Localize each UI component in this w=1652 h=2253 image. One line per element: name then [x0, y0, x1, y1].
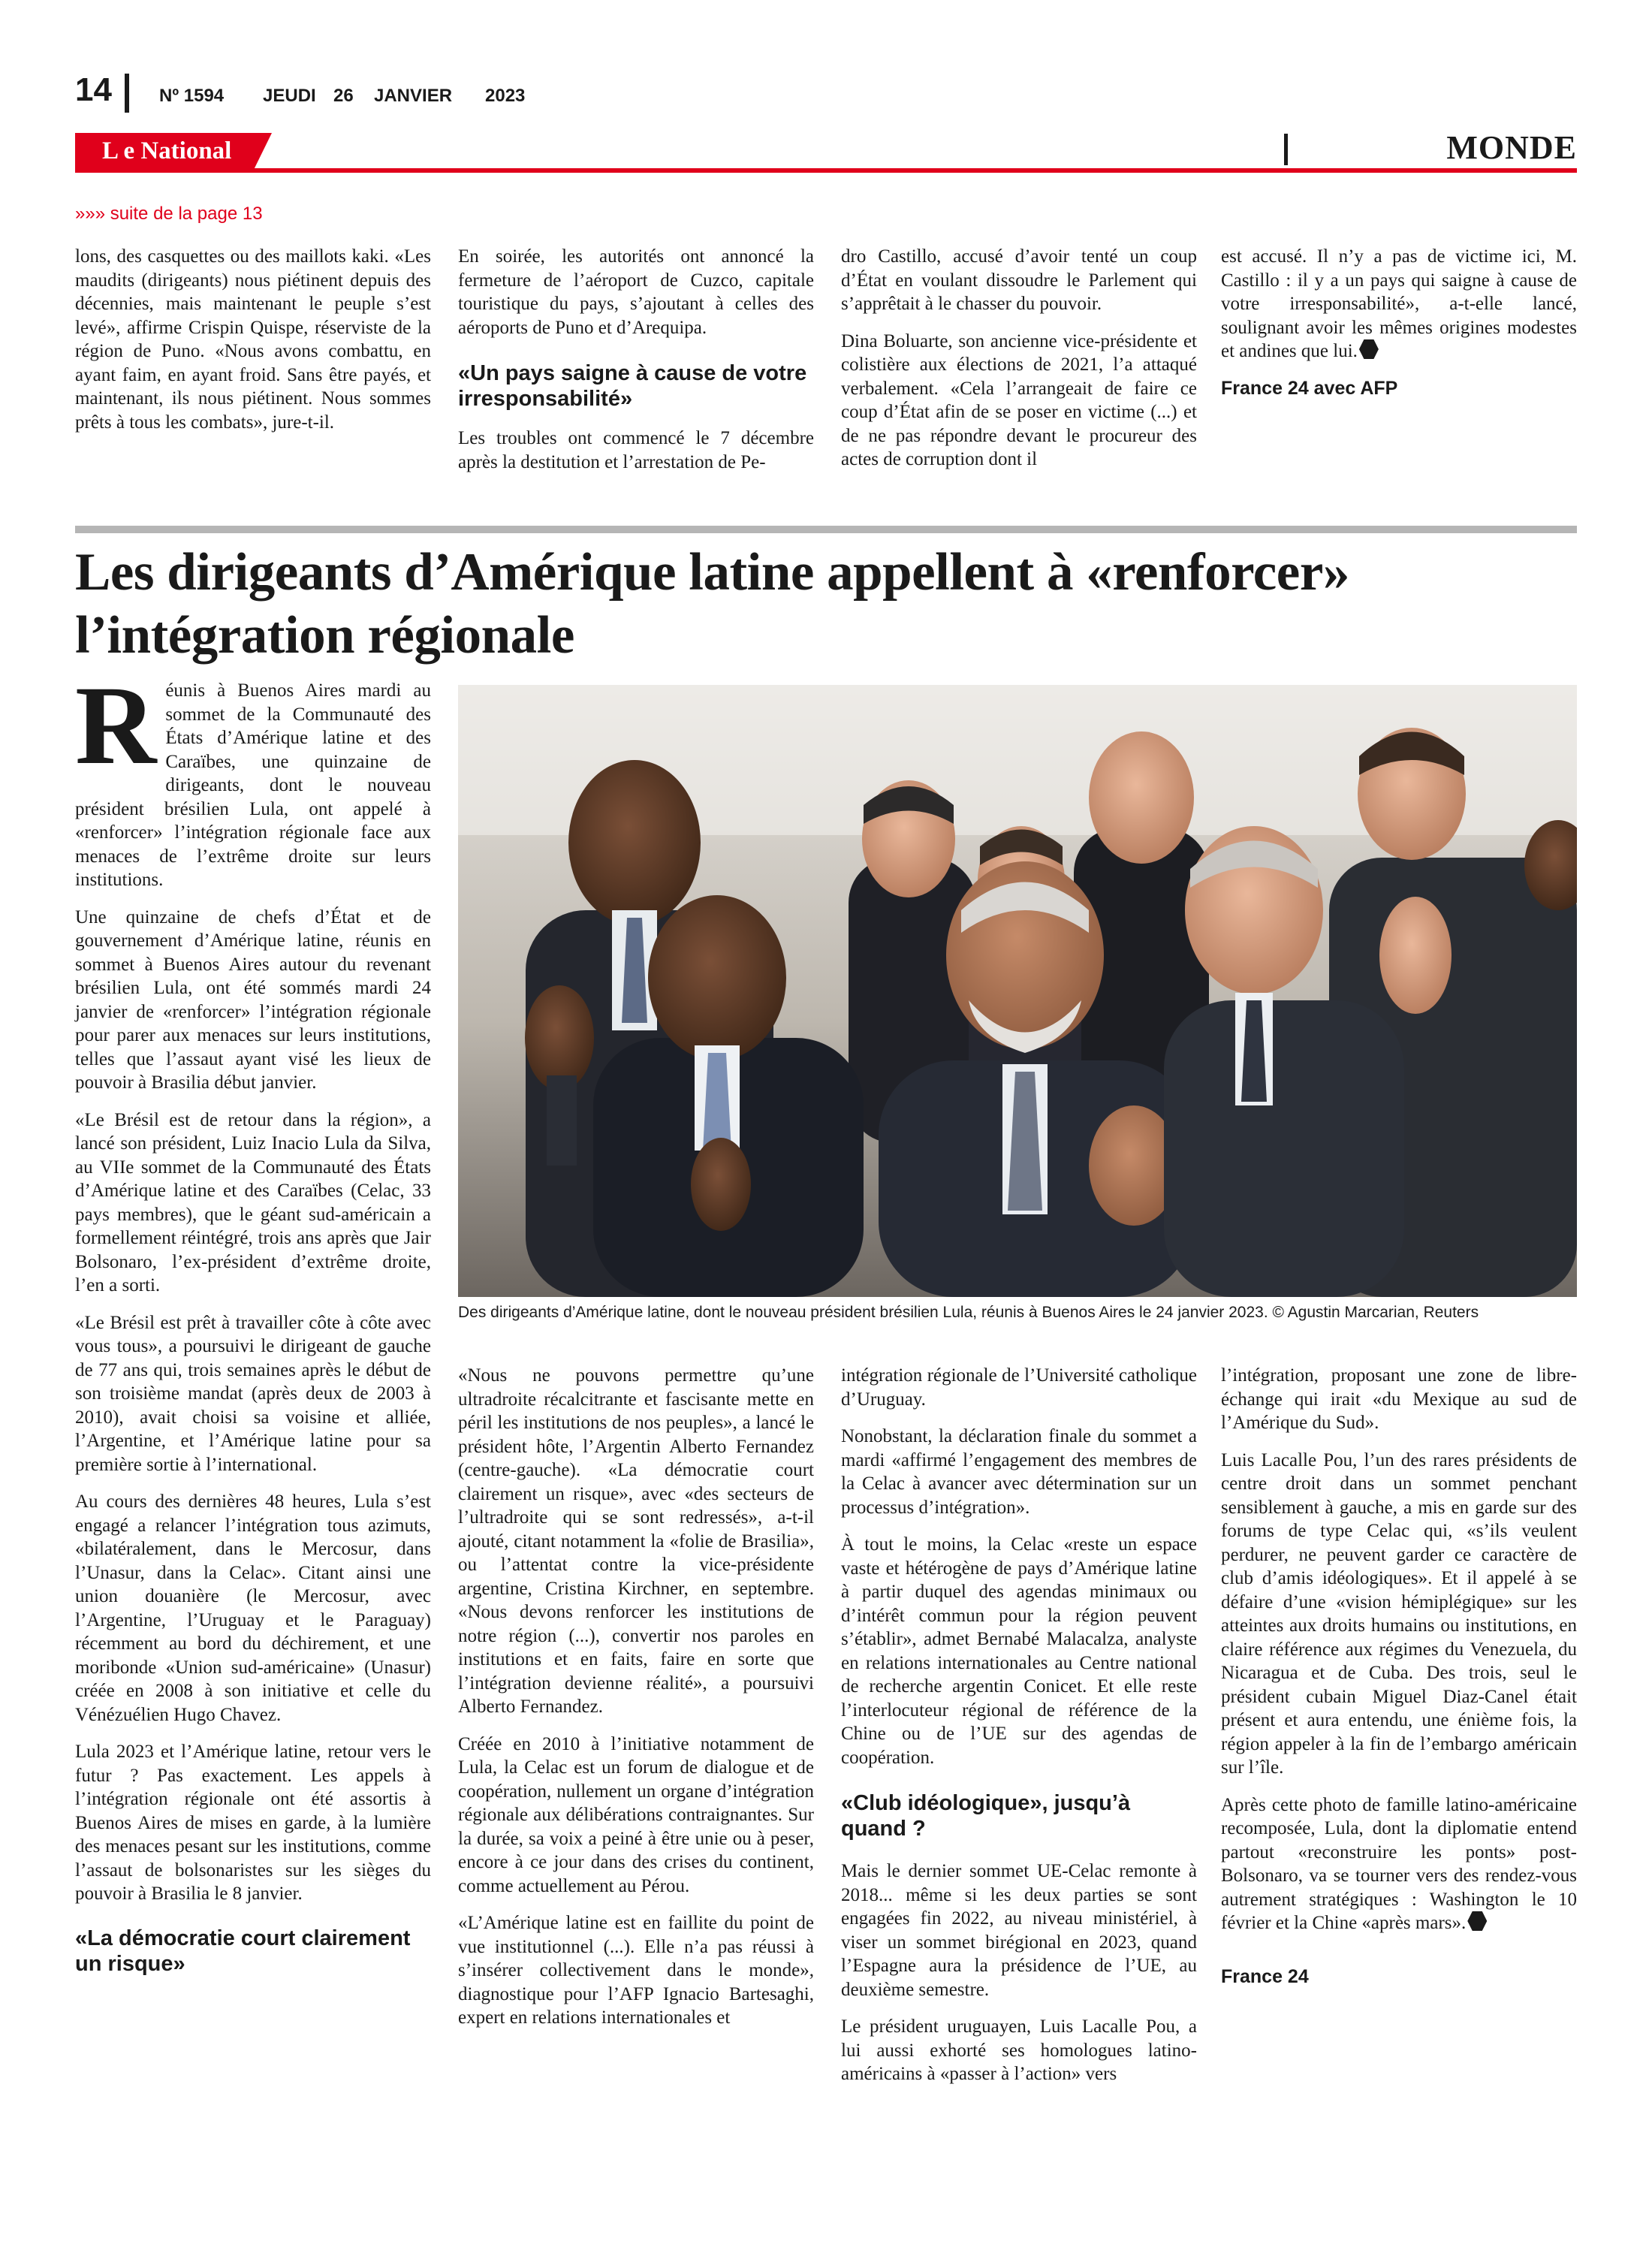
paragraph: lons, des casquettes ou des maillots kaki. «Les maudits (dirigeants) nous piétinent depuis des décennies, mais maintenant le peuple s’est levé», affirme Crispin Quispe, réserviste de la région de Puno. «Nous avons combattu, en ayant faim, en ayant froid. Sans être payés, et maintenant, ils nous piétinent. Nous sommes prêts à tous les combats», jure-t-il.	[75, 246, 431, 433]
paragraph: Mais le dernier sommet UE-Celac remonte à 2018... même si les deux parties se sont engagées fin 2022, au niveau ministériel, à viser un sommet birégional en 2023, quand l’Espagne aura la présidence de l’UE, au deuxième semestre.	[841, 1861, 1197, 2000]
paragraph: Dina Boluarte, son ancienne vice-présidente et colistière aux élections de 2021, l’a attaqué verbalement. «Cela l’arrangeait de faire ce coup d’État afin de se poser en victime (...) et de ne pas répondre devant le procureur des actes de corruption dont il	[841, 330, 1197, 469]
headline: Les dirigeants d’Amérique latine appellent à «renforcer» l’intégration régionale	[75, 543, 1349, 665]
issue-number: Nº 1594	[159, 86, 225, 106]
paragraph: Le président uruguayen, Luis Lacalle Pou, a lui aussi exhorté ses homologues latino-américains à «passer à l’action» vers	[841, 2016, 1197, 2084]
subheading: «Club idéologique», jusqu’à quand ?	[841, 1791, 1131, 1841]
subheading: «La démocratie court clairement un risque»	[75, 1926, 411, 1976]
lead-text: éunis à Buenos Aires mardi au sommet de la Communauté des États d’Amérique latine et des Caraïbes, une quinzaine de dirigeants, dont le nouveau président brésilien Lula, ont appelé à «renforcer» l’intégration régionale face aux menaces de l’extrême droite sur leurs institutions.	[75, 680, 431, 890]
top-story-column-1	[75, 245, 431, 448]
paragraph	[1221, 1793, 1577, 1935]
paragraph-text: est accusé. Il n’y a pas de victime ici, M. Castillo : il y a un pays qui saigne à cause de votre irresponsabilité», a-t-elle lancé, soulignant avoir les mêmes origines modestes et andines que lui.	[1221, 246, 1577, 361]
newspaper-logo: L e National	[102, 137, 232, 164]
issue-day: JEUDI	[263, 86, 316, 106]
lead-paragraph	[75, 663, 431, 892]
paragraph: l’intégration, proposant une zone de libre-échange qui irait «du Mexique au sud de l’Amérique du Sud».	[1221, 1365, 1577, 1433]
paragraph: intégration régionale de l’Université catholique d’Uruguay.	[841, 1365, 1197, 1410]
paragraph: dro Castillo, accusé d’avoir tenté un coup d’État en voulant dissoudre le Parlement qui s’apprêtait à le chasser du pouvoir.	[841, 246, 1197, 314]
paragraph: Les troubles ont commencé le 7 décembre après la destitution et l’arrestation de Pe-	[458, 428, 814, 472]
main-column-1	[75, 663, 431, 1989]
subheading: «Un pays saigne à cause de votre irresponsabilité»	[458, 361, 807, 411]
paragraph: Luis Lacalle Pou, l’un des rares présidents de centre droit dans un sommet penchant sensiblement à gauche, a mis en garde sur des forums de type Celac qui, «s’ils veulent perdurer, ne peuvent garder ce caractère de club d’amis idéologiques». Et il appelé à se défaire d’une «vision hémiplégique» sur les atteintes aux droits humains ou institutions, en claire référence aux régimes du Venezuela, du Nicaragua et de Cuba. Des trois, seul le président cubain Miguel Diaz-Canel était présent et aura entendu, une énième fois, la région appeler à la fin de l’embargo américain sur l’île.	[1221, 1449, 1577, 1778]
issue-date-day: 26	[333, 86, 354, 106]
article-photo	[458, 685, 1577, 1297]
end-of-article-icon	[1467, 1911, 1487, 1931]
paragraph: «L’Amérique latine est en faillite du point de vue institutionnel (...). Elle n’a pas réussi à s’insérer collectivement dans le monde», diagnostique pour l’AFP Ignacio Bartesaghi, expert en relations internationales et	[458, 1913, 814, 2028]
issue-month: JANVIER	[374, 86, 453, 106]
header-rule	[75, 168, 1577, 173]
paragraph: Nonobstant, la déclaration finale du sommet a mardi «affirmé l’engagement des membres de la Celac à avancer avec détermination sur un processus d’intégration».	[841, 1426, 1197, 1518]
paragraph: Au cours des dernières 48 heures, Lula s’est engagé a relancer l’intégration tous azimuts, «bilatéralement, dans le Mercosur, dans l’Unasur, dans la Celac». Citant ainsi une union douanière (le Mercosur, avec l’Argentine, l’Uruguay et le Paraguay) récemment au bord du déchirement, et une moribonde «Union sud-américaine» (Unasur) créée en 2008 à son initiative et celle du Vénézuélien Hugo Chavez.	[75, 1491, 431, 1725]
continuation-note: »»» suite de la page 13	[75, 204, 263, 224]
paragraph: Une quinzaine de chefs d’État et de gouvernement d’Amérique latine, réunis en sommet à Buenos Aires autour du revenant brésilien Lula, ont été sommés mardi 24 janvier de «renforcer» l’intégration régionale pour parer aux menaces sur leurs institutions, telles que l’assaut ayant visé les lieux de pouvoir à Brasilia début janvier.	[75, 906, 431, 1093]
end-of-article-icon	[1359, 339, 1379, 359]
paragraph: Lula 2023 et l’Amérique latine, retour vers le futur ? Pas exactement. Les appels à l’intégration régionale ont été assortis à Buenos Aires de mises en garde, à la lumière des menaces pesant sur les institutions, comme l’assaut de bolsonaristes sur les sièges du pouvoir à Brasilia le 8 janvier.	[75, 1742, 431, 1904]
paragraph: À tout le moins, la Celac «reste un espace vaste et hétérogène de pays d’Amérique latine à partir duquel des agendas minimaux ou d’intérêt commun pour la région peuvent s’établir», admet Bernabé Malacalza, analyste en relations internationales au Centre national de recherche argentin Conicet. Et elle reste l’interlocuteur régional de référence de la Chine ou de l’UE sur des agendas de coopération.	[841, 1534, 1197, 1768]
paragraph: «Nous ne pouvons permettre qu’une ultradroite récalcitrante et fascisante mette en péril les institutions de nos peuples», a lancé le président hôte, l’Argentin Alberto Fernandez (centre-gauche). «La démocratie court clairement un risque», avec «des secteurs de l’ultradroite qui se sont redressés», a-t-il ajouté, citant notamment la «folie de Brasilia», ou l’attentat contre la vice-présidente argentine, Cristina Kirchner, en septembre. «Nous devons renforcer les institutions de notre région (...), convertir nos paroles en institutions et en faits, faire en sorte que l’intégration devienne réalité», a poursuivi Alberto Fernandez.	[458, 1365, 814, 1717]
group-photo-illustration	[458, 685, 1577, 1297]
article-credit: France 24	[1221, 1965, 1309, 1987]
main-column-4	[1221, 1364, 1577, 2002]
section-divider	[1284, 134, 1288, 165]
top-story-column-2	[458, 245, 814, 487]
paragraph: «Le Brésil est prêt à travailler côte à côte avec vous tous», a poursuivi le dirigeant de gauche de 77 ans qui, trois semaines après le début de son troisième mandat (après deux de 2003 à 2010), avait choisi sa voisine et alliée, l’Argentine, et l’Amérique latine pour sa première sortie à l’international.	[75, 1312, 431, 1475]
issue-year: 2023	[485, 86, 526, 106]
page-number-divider	[125, 74, 129, 113]
paragraph: «Le Brésil est de retour dans la région», a lancé son président, Luiz Inacio Lula da Silva, au VIIe sommet de la Communauté des États d’Amérique latine et des Caraïbes (Celac, 33 pays membres), que le géant sud-américain a formellement réintégré, trois ans après que Jair Bolsonaro, l’ex-président d’extrême droite, l’en a sorti.	[75, 1109, 431, 1295]
photo-caption: Des dirigeants d’Amérique latine, dont le nouveau président brésilien Lula, réunis à Buenos Aires le 24 janvier 2023. © Agustin Marcarian, Reuters	[458, 1304, 1479, 1321]
paragraph: En soirée, les autorités ont annoncé la fermeture de l’aéroport de Cuzco, capitale touristique du pays, s’ajoutant à celles des aéroports de Puno et d’Arequipa.	[458, 246, 814, 338]
top-story-column-4	[1221, 245, 1577, 414]
paragraph	[1221, 245, 1577, 363]
page-number: 14	[75, 71, 112, 108]
main-column-3	[841, 1364, 1197, 2100]
paragraph-text: Après cette photo de famille latino-américaine recomposée, Lula, dont la diplomatie entend partout «reconstruire les ponts» post-Bolsonaro, va se tourner vers des rendez-vous autrement stratégiques : Washington le 10 février et la Chine «après mars».	[1221, 1794, 1577, 1933]
top-story-column-3	[841, 245, 1197, 485]
drop-cap: R	[75, 663, 157, 788]
story-separator	[75, 526, 1577, 533]
article-credit: France 24 avec AFP	[1221, 377, 1398, 399]
paragraph: Créée en 2010 à l’initiative notamment de Lula, la Celac est un forum de dialogue et de coopération, nullement un organe d’intégration régionale aux délibérations contraignantes. Sur la durée, sa voix a peiné à être unie ou à peser, encore à ce jour dans des crises du continent, comme actuellement au Pérou.	[458, 1733, 814, 1896]
section-title: MONDE	[1446, 129, 1577, 166]
main-column-2	[458, 1364, 814, 2043]
